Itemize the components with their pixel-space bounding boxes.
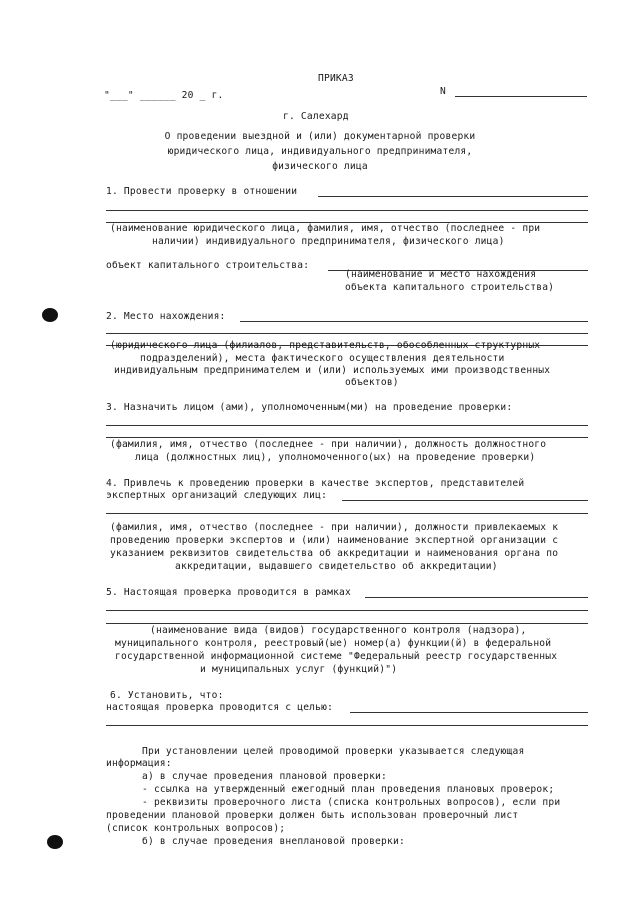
fill-line xyxy=(365,597,588,598)
fill-line xyxy=(106,437,588,438)
section1-label: 1. Провести проверку в отношении xyxy=(106,186,298,197)
ink-blot xyxy=(47,835,63,849)
fill-line xyxy=(350,712,588,713)
order-number-line xyxy=(455,96,587,97)
order-subject-3: физического лица xyxy=(272,161,368,172)
city: г. Салехард xyxy=(283,111,349,122)
section2-label: 2. Место нахождения: xyxy=(106,311,226,322)
section6-bullet2-2: проведении плановой проверки должен быть использован проверочный лист xyxy=(106,810,519,821)
object-caption-1: (наименование и место нахождения xyxy=(345,269,537,280)
section6-bullet2-3: (список контрольных вопросов); xyxy=(106,823,286,834)
order-subject-1: О проведении выездной и (или) документарной проверки xyxy=(164,131,476,142)
section1-caption-2: наличии) индивидуального предпринимателя, физического лица) xyxy=(152,236,505,247)
fill-line xyxy=(240,321,588,322)
fill-line xyxy=(342,500,588,501)
section6-label: 6. Установить, что: xyxy=(110,690,224,701)
fill-line xyxy=(106,623,588,624)
section6-item-a: а) в случае проведения плановой проверки: xyxy=(142,771,388,782)
section4-caption-1: (фамилия, имя, отчество (последнее - при наличии), должности привлекаемых к xyxy=(110,522,559,533)
section4-label-1: 4. Привлечь к проведению проверки в качестве экспертов, представителей xyxy=(106,478,525,489)
section5-caption-3: государственной информационной системе "Федеральный реестр государственных xyxy=(115,651,558,662)
section4-caption-3: указанием реквизитов свидетельства об аккредитации и наименования органа по xyxy=(110,548,559,559)
order-number-label: N xyxy=(440,86,446,97)
section5-label: 5. Настоящая проверка проводится в рамках xyxy=(106,587,352,598)
document-title: ПРИКАЗ xyxy=(318,73,354,84)
ink-blot xyxy=(42,308,58,322)
fill-line xyxy=(106,210,588,211)
object-label: объект капитального строительства: xyxy=(106,260,310,271)
section1-caption-1: (наименование юридического лица, фамилия, имя, отчество (последнее - при xyxy=(110,223,541,234)
section2-caption-3: индивидуальным предпринимателем и (или) используемых ими производственных xyxy=(114,365,551,376)
section2-caption-2: подразделений), места фактического осуществления деятельности xyxy=(140,353,505,364)
section2-caption-1: (юридического лица (филиалов, представительств, обособленных структурных xyxy=(110,340,541,351)
section3-caption-2: лица (должностных лиц), уполномоченного(ых) на проведение проверки) xyxy=(135,452,536,463)
fill-line xyxy=(106,425,588,426)
section5-caption-2: муниципального контроля, реестровый(ые) номер(а) функции(й) в федеральной xyxy=(115,638,552,649)
section4-label-2: экспертных организаций следующих лиц: xyxy=(106,490,328,501)
section6-bullet2-1: - реквизиты проверочного листа (списка контрольных вопросов), если при xyxy=(142,797,561,808)
order-date: "___" ______ 20 _ г. xyxy=(104,90,224,101)
section3-label: 3. Назначить лицом (ами), уполномоченным(ми) на проведение проверки: xyxy=(106,402,513,413)
section6-para-1: При установлении целей проводимой проверки указывается следующая xyxy=(142,746,525,757)
fill-line xyxy=(106,725,588,726)
object-caption-2: объекта капитального строительства) xyxy=(345,282,555,293)
fill-line xyxy=(318,196,588,197)
section6-item-b: б) в случае проведения внеплановой проверки: xyxy=(142,836,405,847)
section4-caption-2: проведению проверки экспертов и (или) наименование экспертной организации с xyxy=(110,535,559,546)
section2-caption-4: объектов) xyxy=(345,377,399,388)
section5-caption-4: и муниципальных услуг (функций)") xyxy=(200,664,398,675)
fill-line xyxy=(106,333,588,334)
fill-line xyxy=(106,513,588,514)
order-subject-2: юридического лица, индивидуального предпринимателя, xyxy=(167,146,473,157)
section6-para-2: информация: xyxy=(106,758,172,769)
section4-caption-4: аккредитации, выдавшего свидетельство об аккредитации) xyxy=(175,561,498,572)
fill-line xyxy=(106,610,588,611)
section3-caption-1: (фамилия, имя, отчество (последнее - при наличии), должность должностного xyxy=(110,439,547,450)
section5-caption-1: (наименование вида (видов) государственного контроля (надзора), xyxy=(150,625,527,636)
section6-bullet1: - ссылка на утвержденный ежегодный план проведения плановых проверок; xyxy=(142,784,555,795)
section6-goal-label: настоящая проверка проводится с целью: xyxy=(106,702,334,713)
